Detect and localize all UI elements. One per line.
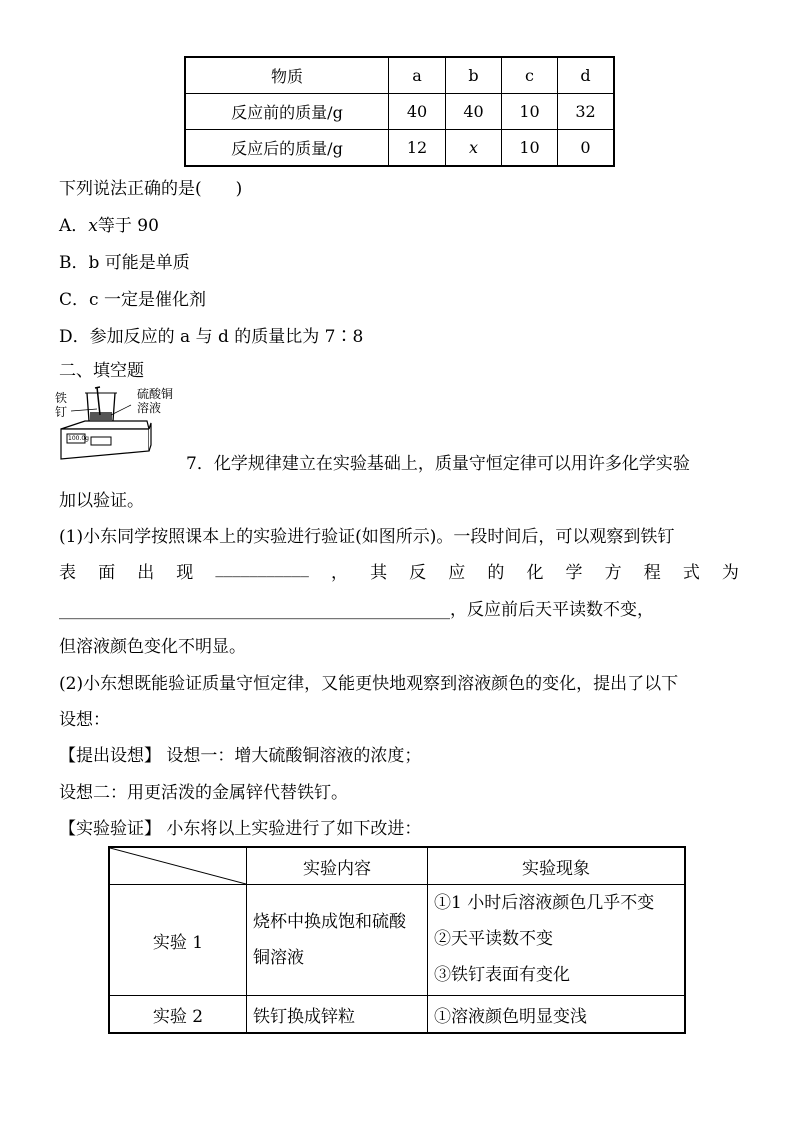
q7-part1-line2 [59, 558, 739, 583]
hypothesis-1: 【提出设想】 设想一：增大硫酸铜溶液的浓度； [59, 746, 422, 766]
table-row [185, 130, 614, 167]
phenomenon-item: ①溶液颜色明显变浅 [428, 996, 686, 1034]
option-c [59, 285, 206, 310]
table-cell: 10 [502, 130, 558, 167]
option-text: c 一定是催化剂 [89, 290, 206, 310]
experiment-content: 铁钉换成锌粒 [247, 996, 428, 1034]
answer-blank-equation[interactable]: ______________________________________________ [59, 600, 450, 620]
option-letter: D． [59, 327, 90, 347]
text-char: 程 [643, 563, 661, 583]
text-char: 学 [565, 563, 583, 583]
phenomenon-item: ②天平读数不变 [434, 929, 553, 949]
text-char: 其 [370, 563, 388, 583]
table-cell: 40 [389, 94, 446, 130]
table-cell: x [446, 130, 502, 167]
table-row [109, 885, 685, 996]
option-letter: C． [59, 290, 90, 310]
table-cell: 40 [446, 94, 502, 130]
table-cell: 0 [558, 130, 615, 167]
text-char: 的 [487, 563, 505, 583]
header-a: a [389, 57, 446, 94]
answer-blank-observation[interactable]: ___________ [215, 558, 309, 578]
option-letter: B． [59, 253, 89, 273]
text-char: 应 [448, 563, 466, 583]
q7-part1-line3-text: ，反应前后天平读数不变， [450, 600, 654, 620]
question-stem: 下列说法正确的是( ) [59, 179, 243, 199]
mass-table [184, 56, 615, 167]
header-phenomena: 实验现象 [428, 847, 686, 885]
option-b [59, 248, 190, 273]
table-cell: 10 [502, 94, 558, 130]
diagonal-header-cell [109, 847, 247, 885]
diagonal-line [110, 848, 246, 884]
phenomenon-item: ①1 小时后溶液颜色几乎不变 [434, 893, 655, 913]
phenomenon-item: ③铁钉表面有变化 [434, 965, 570, 985]
text-char: 面 [98, 563, 116, 583]
experiment-table [108, 846, 686, 1034]
option-text: b 可能是单质 [88, 253, 190, 273]
experiment-content: 烧杯中换成饱和硫酸铜溶液 [247, 885, 428, 996]
experiment-phenomena [428, 885, 686, 996]
text-char: 化 [526, 563, 544, 583]
option-a [59, 211, 159, 236]
q7-part2-cont: 设想： [59, 710, 110, 730]
header-content: 实验内容 [247, 847, 428, 885]
experiment-name: 实验 2 [109, 996, 247, 1034]
mass-table-header-row [185, 57, 614, 94]
hypothesis-2: 设想二：用更活泼的金属锌代替铁钉。 [59, 783, 348, 803]
text-char: 为 [721, 563, 739, 583]
header-substance: 物质 [185, 57, 389, 94]
experiment-name: 实验 1 [109, 885, 247, 996]
text-char: 出 [137, 563, 155, 583]
option-d [59, 322, 363, 347]
text-char: 式 [682, 563, 700, 583]
row-label: 反应后的质量/g [185, 130, 389, 167]
table-row [109, 996, 685, 1034]
solution-label: 硫酸铜 溶液 [137, 387, 174, 415]
balance-figure [55, 385, 185, 463]
option-text: 等于 90 [97, 216, 159, 236]
q7-part1-line4: 但溶液颜色变化不明显。 [59, 637, 246, 657]
option-variable: x [88, 216, 98, 236]
q7-part1: (1)小东同学按照课本上的实验进行验证(如图所示)。一段时间后，可以观察到铁钉 [59, 527, 675, 547]
table-cell: 12 [389, 130, 446, 167]
table-cell: 32 [558, 94, 615, 130]
experiment-table-header-row [109, 847, 685, 885]
table-row [185, 94, 614, 130]
header-b: b [446, 57, 502, 94]
text-char: 现 [176, 563, 194, 583]
q7-intro: 7．化学规律建立在实验基础上，质量守恒定律可以用许多化学实验 [186, 454, 690, 474]
balance-display: 100.0g [68, 435, 89, 442]
q7-part1-line3 [59, 595, 654, 620]
option-letter: A． [59, 216, 89, 236]
option-text: 参加反应的 a 与 d 的质量比为 7∶8 [89, 327, 364, 347]
header-c: c [502, 57, 558, 94]
text-char: 表 [59, 563, 76, 583]
q7-part2: (2)小东想既能验证质量守恒定律，又能更快地观察到溶液颜色的变化，提出了以下 [59, 674, 679, 694]
text-char: ， [330, 563, 348, 583]
header-d: d [558, 57, 615, 94]
nail-label: 铁 钉 [55, 391, 68, 419]
text-char: 方 [604, 563, 622, 583]
verification-intro: 【实验验证】 小东将以上实验进行了如下改进： [59, 819, 422, 839]
row-label: 反应前的质量/g [185, 94, 389, 130]
section-title: 二、填空题 [59, 361, 144, 381]
q7-intro-cont: 加以验证。 [59, 491, 144, 511]
text-char: 反 [409, 563, 427, 583]
